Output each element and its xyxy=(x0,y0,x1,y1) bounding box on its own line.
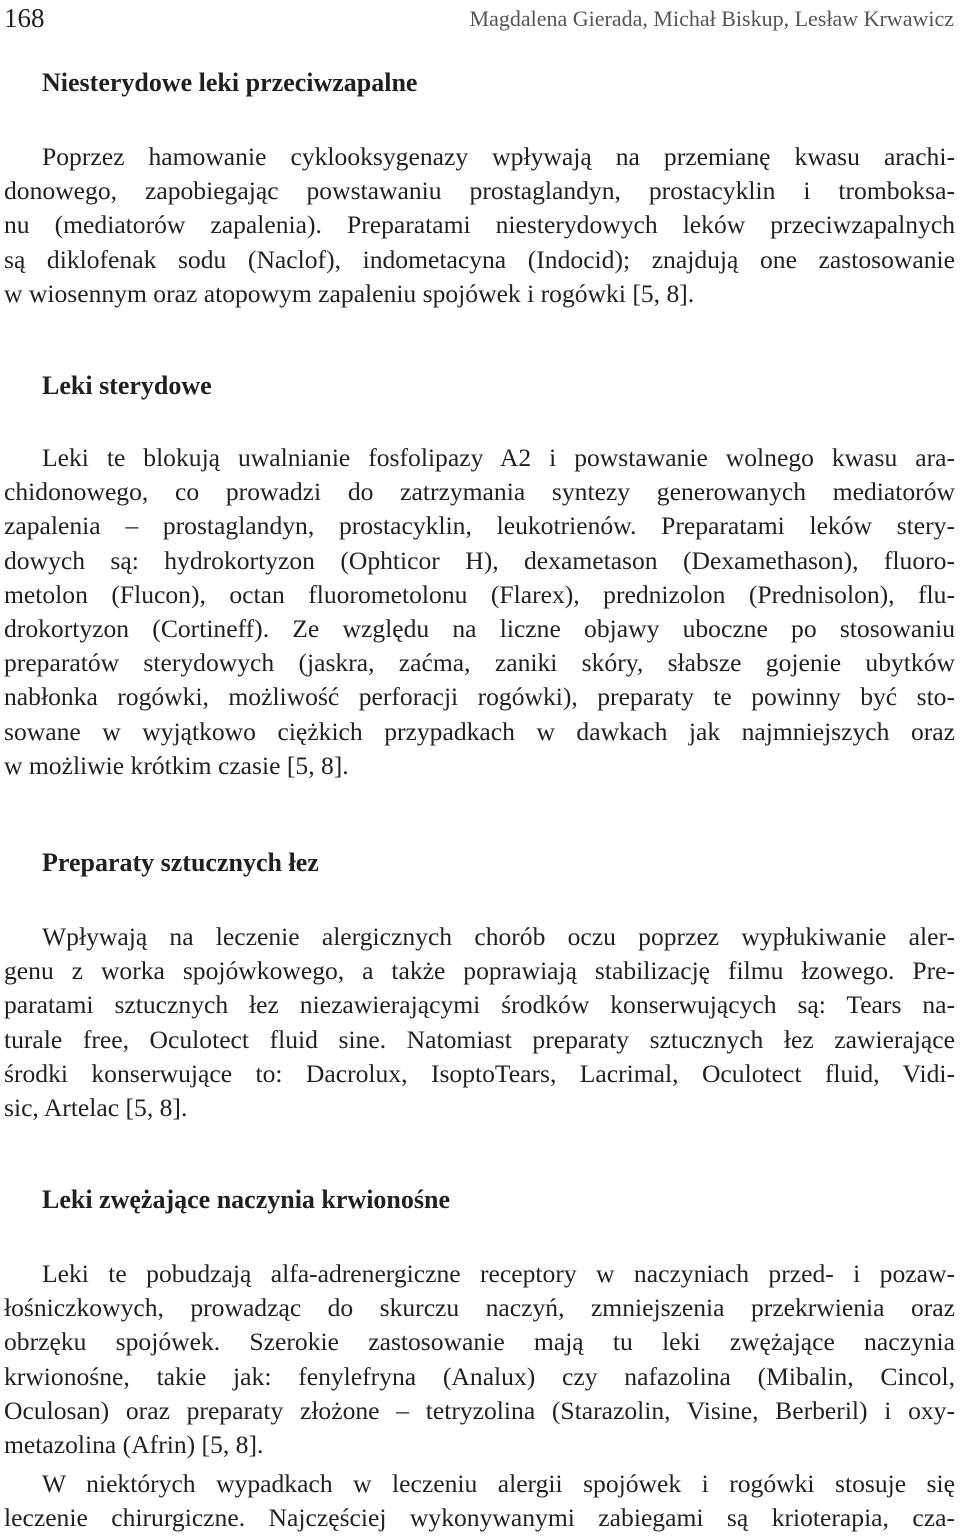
section-heading-vasoconstrictors: Leki zwężające naczynia krwionośne xyxy=(42,1185,451,1214)
paragraph-surgery xyxy=(4,1467,955,1535)
paragraph-nsaids xyxy=(4,140,955,311)
text-line: sowane w wyjątkowo ciężkich przypadkach w dawkach jak najmniejszych oraz xyxy=(4,716,955,746)
paragraph-steroids xyxy=(4,441,955,783)
paragraph-vasoconstrictors xyxy=(4,1257,955,1462)
text-line: łośniczkowych, prowadząc do skurczu naczyń, zmniejszenia przekrwienia oraz xyxy=(4,1293,955,1323)
text-line: metazolina (Afrin) [5, 8]. xyxy=(4,1430,264,1460)
text-line: genu z worka spojówkowego, a także poprawiają stabilizację filmu łzowego. Pre- xyxy=(4,956,955,986)
page-number: 168 xyxy=(4,3,45,33)
text-line: Poprzez hamowanie cyklooksygenazy wpływają na przemianę kwasu arachi- xyxy=(42,142,955,171)
text-line: turale free, Oculotect fluid sine. Natomiast preparaty sztucznych łez zawierające xyxy=(4,1024,955,1054)
paragraph-artificial-tears xyxy=(4,920,955,1125)
text-line: chidonowego, co prowadzi do zatrzymania syntezy generowanych mediatorów xyxy=(4,477,955,507)
text-line: Oculosan) oraz preparaty złożone – tetryzolina (Starazolin, Visine, Berberil) i oxy- xyxy=(4,1395,955,1425)
text-line: środki konserwujące to: Dacrolux, IsoptoTears, Lacrimal, Oculotect fluid, Vidi- xyxy=(4,1058,955,1088)
text-line: Leki te pobudzają alfa-adrenergiczne receptory w naczyniach przed- i pozaw- xyxy=(42,1259,955,1288)
text-line: nu (mediatorów zapalenia). Preparatami niesterydowych leków przeciwzapalnych xyxy=(4,210,955,240)
text-line: metolon (Flucon), octan fluorometolonu (Flarex), prednizolon (Prednisolon), flu- xyxy=(4,579,955,609)
text-line: preparatów sterydowych (jaskra, zaćma, zaniki skóry, słabsze gojenie ubytków xyxy=(4,648,955,678)
text-line: donowego, zapobiegając powstawaniu prostaglandyn, prostacyklin i tromboksa- xyxy=(4,176,955,206)
text-line: sic, Artelac [5, 8]. xyxy=(4,1093,188,1123)
text-line: w wiosennym oraz atopowym zapaleniu spojówek i rogówki [5, 8]. xyxy=(4,278,695,308)
section-heading-artificial-tears: Preparaty sztucznych łez xyxy=(42,848,319,877)
text-line: krwionośne, takie jak: fenylefryna (Analux) czy nafazolina (Mibalin, Cincol, xyxy=(4,1361,955,1391)
text-line: dowych są: hydrokortyzon (Ophticor H), dexametason (Dexamethason), fluoro- xyxy=(4,545,955,575)
text-line: Wpływają na leczenie alergicznych chorób oczu poprzez wypłukiwanie aler- xyxy=(42,922,955,951)
text-line: W niektórych wypadkach w leczeniu alergii spojówek i rogówki stosuje się xyxy=(42,1469,955,1498)
text-line: nabłonka rogówki, możliwość perforacji rogówki), preparaty te powinny być sto- xyxy=(4,682,955,712)
text-line: obrzęku spojówek. Szerokie zastosowanie mają tu leki zwężające naczynia xyxy=(4,1327,955,1357)
section-heading-nsaids: Niesterydowe leki przeciwzapalne xyxy=(42,68,418,97)
text-line: drokortyzon (Cortineff). Ze względu na liczne objawy uboczne po stosowaniu xyxy=(4,614,955,644)
text-line: w możliwie krótkim czasie [5, 8]. xyxy=(4,750,349,780)
text-line: leczenie chirurgiczne. Najczęściej wykonywanymi zabiegami są krioterapia, cza- xyxy=(4,1503,955,1533)
page-header xyxy=(0,0,960,40)
text-line: są diklofenak sodu (Naclof), indometacyna (Indocid); znajdują one zastosowanie xyxy=(4,244,955,274)
text-line: Leki te blokują uwalnianie fosfolipazy A2 i powstawanie wolnego kwasu ara- xyxy=(42,443,955,472)
section-heading-steroids: Leki sterydowe xyxy=(42,371,212,400)
text-line: zapalenia – prostaglandyn, prostacyklin, leukotrienów. Preparatami leków stery- xyxy=(4,511,955,541)
text-line: paratami sztucznych łez niezawierającymi środków konserwujących są: Tears na- xyxy=(4,990,955,1020)
running-head-authors: Magdalena Gierada, Michał Biskup, Lesław Krwawicz xyxy=(469,6,954,31)
